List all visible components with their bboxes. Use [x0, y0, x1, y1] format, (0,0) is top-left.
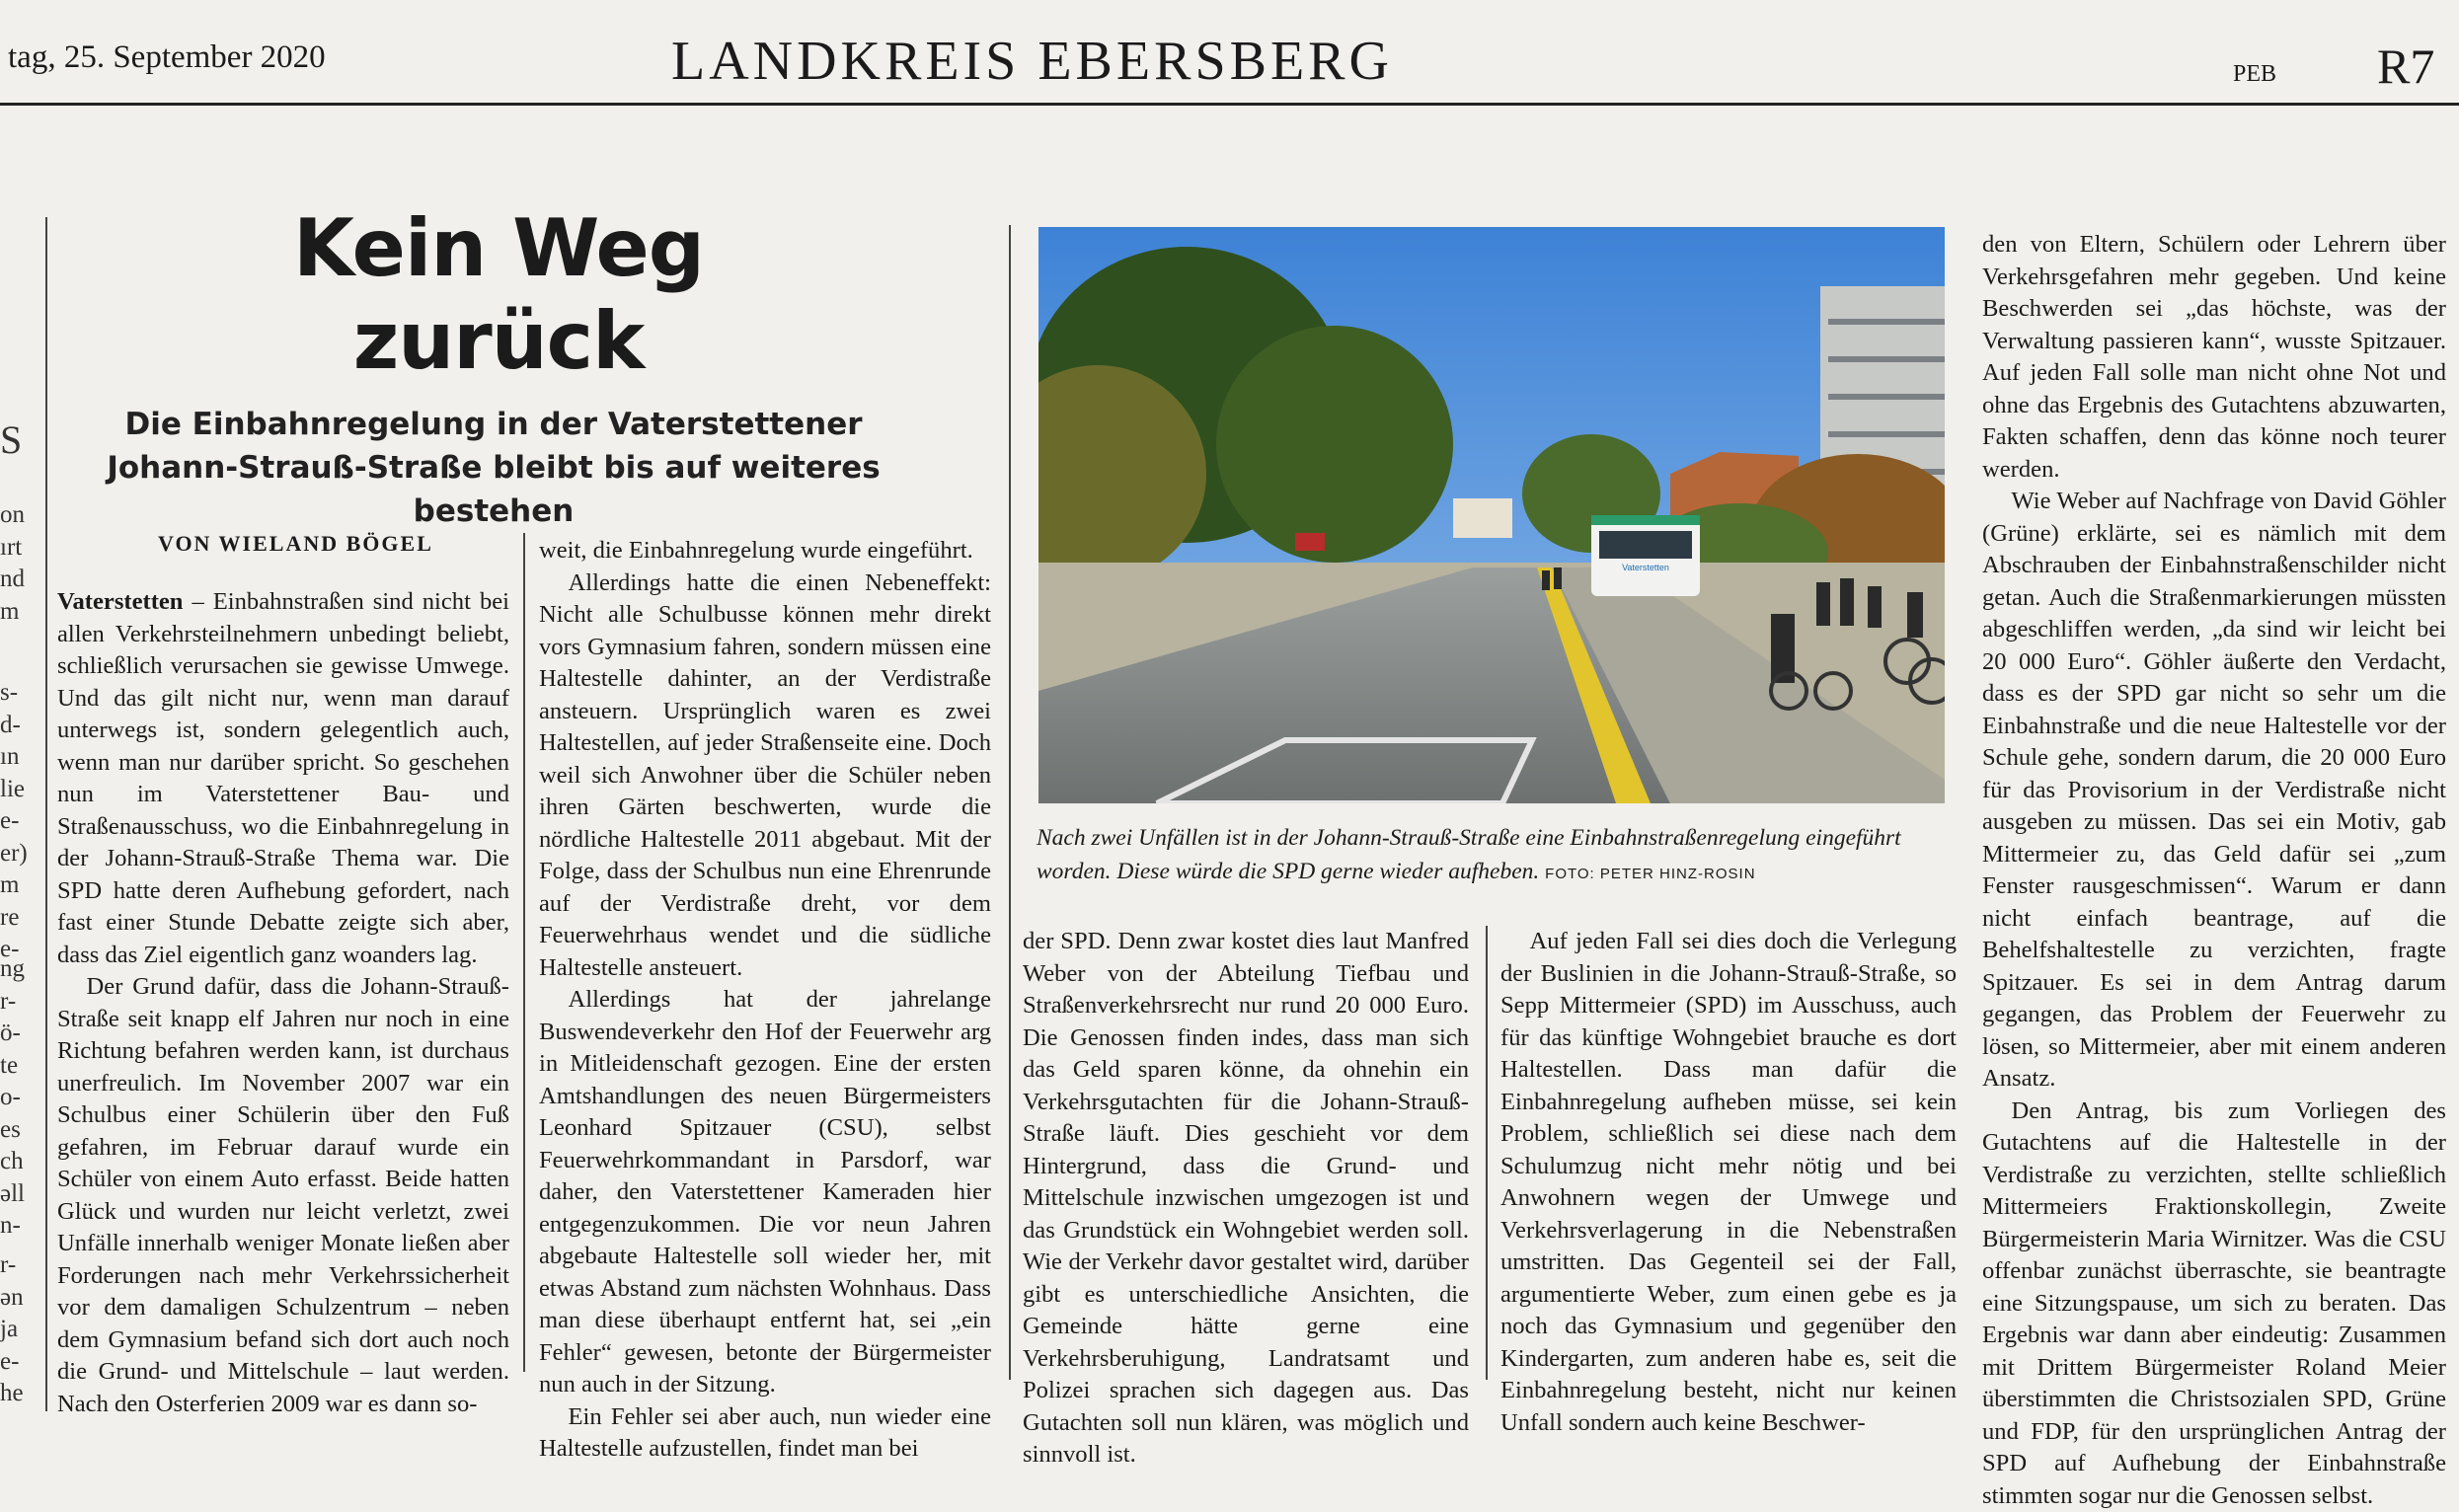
page-number: R7 — [2377, 38, 2434, 95]
edge-fragment: on — [0, 499, 39, 532]
article-column-5 — [1982, 229, 2446, 1512]
column-rule — [523, 533, 525, 1372]
paragraph: Auf jeden Fall sei dies doch die Verlegung der Buslinien in die Johann-Strauß-Straße, so Sepp Mittermeier (SPD) im Ausschuss, auch für das künftige Wohngebiet brauche es dort Haltestellen. Dass man dafür die Einbahnregelung aufheben müsse, sei kein Problem, schließlich sei diese nach dem Schulumzug nicht mehr nötig und bei Anwohnern wegen der Umwege und Verkehrsverlagerung in die Nebenstraßen umstritten. Das Gegenteil sei der Fall, argumentierte Weber, zum einen gebe es ja noch das Gymnasium und gegenüber den Kindergarten, zum anderen habe es, seit die Einbahnregelung besteht, nicht nur keinen Unfall sondern auch keine Beschwer- — [1500, 926, 1957, 1439]
edge-fragment-group — [0, 677, 39, 966]
paragraph: Wie Weber auf Nachfrage von David Göhler (Grüne) erklärte, sei es nämlich mit dem Abschrauben der Einbahnstraßenschilder nicht getan. Auch die Straßenmarkierungen müssten abgeschliffen werden, „da sind wir leicht bei 20 000 Euro“. Göhler äußerte den Verdacht, dass es der SPD gar nicht so sehr um die Einbahnstraße und die neue Haltestelle vor der Schule gehe, sondern darum, die 20 000 Euro für das Provisorium in der Verdistraße nicht ausgeben zu müssen. Das sei ein Motiv, gab Mittermeier zu, das Geld dafür sei „zum Fenster rausgeschmissen“. Warum er dann nicht einfach beantrage, auf die Behelfshaltestelle zu verzichten, fragte Spitzauer. Es sei in dem Antrag darum gegangen, das Problem der Feuerwehr zu lösen, so Mittermeier, aber mit einem anderen Ansatz. — [1982, 486, 2446, 1096]
paragraph: der SPD. Denn zwar kostet dies laut Manfred Weber von der Abteilung Tiefbau und Straßenverkehrsrecht nur rund 20 000 Euro. Die Genossen finden indes, dass man sich das Geld sparen könne, da ohnehin ein Verkehrsgutachten für die Johann-Strauß-Straße läuft. Dies geschieht vor dem Hintergrund, dass die Grund- und Mittelschule inzwischen umgezogen ist und das Grundstück ein Wohngebiet werden soll. Wie der Verkehr davor gestaltet wird, darüber gibt es unterschiedliche Ansichten, die Gemeinde hätte gerne eine Verkehrsberuhigung, Landratsamt und Polizei sprachen sich dagegen aus. Das Gutachten soll nun klären, was möglich und sinnvoll ist. — [1023, 926, 1469, 1472]
column-rule — [45, 217, 47, 1411]
parked-car — [1295, 533, 1325, 551]
column-rule — [1486, 926, 1488, 1380]
edge-fragment: es — [0, 1114, 39, 1147]
edge-fragment: ö- — [0, 1018, 39, 1050]
edge-fragment: e- — [0, 1346, 39, 1379]
paragraph: weit, die Einbahnregelung wurde eingeführt. — [539, 535, 991, 567]
paragraph-text: – Einbahnstraßen sind nicht bei allen Verkehrsteilnehmern unbedingt beliebt, schließlich verursachen sie gewisse Umwege. Und das gilt nicht nur, wenn man darauf unterwegs ist, sondern gelegentlich auch, wenn man nur darüber spricht. So geschehen nun im Vaterstettener Bau- und Straßenausschuss, wo die Einbahnregelung in der Johann-Strauß-Straße Thema war. Die SPD hatte deren Aufhebung gefordert, nach fast einer Stunde Debatte zeigte sich aber, dass das Ziel eigentlich ganz woanders lag. — [57, 588, 509, 968]
edge-fragment: ch — [0, 1146, 39, 1178]
paragraph: Der Grund dafür, dass die Johann-Strauß-Straße seit knapp elf Jahren nur noch in eine Richtung befahren werden kann, ist durchaus unerfreulich. Im November 2007 war ein Schulbus einer Schülerin über den Fuß gefahren, im Februar darauf wurde ein Schüler von einem Auto erfasst. Beide hatten Glück und wurden nur leicht verletzt, zwei Unfälle innerhalb weniger Monate ließen aber Forderungen nach mehr Verkehrssicherheit vor dem damaligen Schulzentrum – neben dem Gymnasium befand sich dort auch noch die Grund- und Mittelschule – laut werden. Nach den Osterferien 2009 war es dann so- — [57, 971, 509, 1420]
caption-text: Nach zwei Unfällen ist in der Johann-Strauß-Straße eine Einbahnstraßenregelung eingeführt worden. Diese würde die SPD gerne wieder aufheben. — [1037, 825, 1901, 884]
edge-fragment: o- — [0, 1082, 39, 1114]
edge-fragment: ən — [0, 1282, 39, 1315]
edge-fragment: m — [0, 596, 39, 629]
article-column-4 — [1500, 926, 1957, 1439]
paragraph: den von Eltern, Schülern oder Lehrern über Verkehrsgefahren mehr gegeben. Und keine Beschwerden sei „das höchste, was der Verwaltung passieren kann“, wusste Spitzauer. Auf jeden Fall solle man nicht ohne Not und ohne das Ergebnis des Gutachtens abzuwarten, Fakten schaffen, denn das könne noch teurer werden. — [1982, 229, 2446, 486]
header-rule — [0, 103, 2459, 106]
subheadline-line: Johann-Strauß-Straße bleibt bis auf weiteres bestehen — [59, 446, 928, 533]
edge-fragment: e- — [0, 805, 39, 838]
subheadline — [59, 403, 928, 533]
column-rule — [1009, 225, 1011, 1380]
paragraph: Ein Fehler sei aber auch, nun wieder eine Haltestelle aufzustellen, findet man bei — [539, 1401, 991, 1466]
edge-fragment: r- — [0, 1249, 39, 1282]
section-title: LANDKREIS EBERSBERG — [671, 30, 1393, 93]
photo-credit: FOTO: PETER HINZ-ROSIN — [1545, 866, 1755, 882]
paragraph: Allerdings hatte die einen Nebeneffekt: Nicht alle Schulbusse können mehr direkt vors Gymnasium fahren, sondern müssen eine Haltestelle dahinter, an der Verdistraße ansteuern. Ursprünglich waren es zwei Haltestellen, auf jeder Straßenseite eine. Doch weil sich Anwohner über die Schüler neben ihren Gärten beschwerten, wurde die nördliche Haltestelle 2011 abgebaut. Mit der Folge, dass der Schulbus nun eine Ehrenrunde auf der Verdistraße dreht, vor dem Feuerwehrhaus wendet und die südliche Haltestelle ansteuert. — [539, 567, 991, 985]
paragraph — [57, 586, 509, 971]
article-column-1 — [57, 586, 509, 1420]
headline-line: zurück — [178, 295, 819, 388]
distant-house — [1453, 498, 1512, 538]
dateline: Vaterstetten — [57, 588, 183, 615]
article-column-2 — [539, 535, 991, 1466]
edge-fragment: d- — [0, 710, 39, 742]
subheadline-line: Die Einbahnregelung in der Vaterstettener — [59, 403, 928, 446]
edge-fragment: lie — [0, 774, 39, 806]
edge-fragment: əll — [0, 1178, 39, 1211]
headline-line: Kein Weg — [178, 202, 819, 295]
edge-fragment: m — [0, 869, 39, 902]
edge-fragment: s- — [0, 677, 39, 710]
edge-fragment: ng — [0, 953, 39, 986]
byline: VON WIELAND BÖGEL — [158, 531, 433, 557]
edge-fragment: te — [0, 1050, 39, 1083]
edge-fragment: nd — [0, 564, 39, 596]
edge-fragment: re — [0, 902, 39, 935]
edge-fragment-group — [0, 424, 39, 457]
issue-date: tag, 25. September 2020 — [8, 39, 326, 76]
edge-fragment: r- — [0, 986, 39, 1019]
bus-destination-sign: Vaterstetten — [1622, 563, 1669, 572]
paragraph: Allerdings hat der jahrelange Buswendeverkehr den Hof der Feuerwehr arg in Mitleidenschaft gezogen. Eine der ersten Amtshandlungen des neuen Bürgermeisters Leonhard Spitzauer (CSU), selbst Feuerwehrkommandant in Parsdorf, war daher, den Vaterstettener Kameraden hier entgegenzukommen. Die vor neun Jahren abgebaute Haltestelle soll wieder her, mit etwas Abstand zum nächsten Wohnhaus. Dass man diese überhaupt entfernt hat, sei „ein Fehler“ gewesen, betonte der Bürgermeister nun auch in der Sitzung. — [539, 984, 991, 1401]
headline — [178, 202, 819, 388]
school-bus — [1591, 515, 1700, 596]
article-column-3 — [1023, 926, 1469, 1472]
edge-fragment: ın — [0, 741, 39, 774]
street-photo-illustration — [1038, 227, 1945, 803]
photo-caption — [1037, 821, 1947, 891]
edge-fragment: ırt — [0, 532, 39, 565]
paragraph: Den Antrag, bis zum Vorliegen des Gutachtens auf die Haltestelle in der Verdistraße zu verzichten, stellte schließlich Mittermeiers Fraktionskollegin, Zweite Bürgermeisterin Maria Wirnitzer. Was die CSU offenbar zunächst überraschte, sie beantragte eine Sitzungspause, um sich zu beraten. Das Ergebnis war dann aber eindeutig: Zusammen mit Drittem Bürgermeister Roland Meier überstimmten die Christsozialen SPD, Grüne und FDP, für den ursprünglichen Antrag der SPD auf Aufhebung der Einbahnstraße stimmten sogar nur die Genossen selbst. — [1982, 1096, 2446, 1512]
edge-fragment: ja — [0, 1314, 39, 1346]
edge-fragment: S — [0, 424, 39, 457]
edge-fragment: e- — [0, 934, 39, 966]
edge-fragment-group — [0, 499, 39, 628]
edge-fragment-group — [0, 953, 39, 1243]
edge-fragment-group — [0, 1249, 39, 1410]
tree — [1216, 326, 1453, 563]
article-photo — [1038, 227, 1945, 803]
edge-fragment: n- — [0, 1210, 39, 1243]
edge-fragment: he — [0, 1378, 39, 1410]
edge-fragment: er) — [0, 838, 39, 870]
edition-code: PEB — [2233, 61, 2276, 88]
